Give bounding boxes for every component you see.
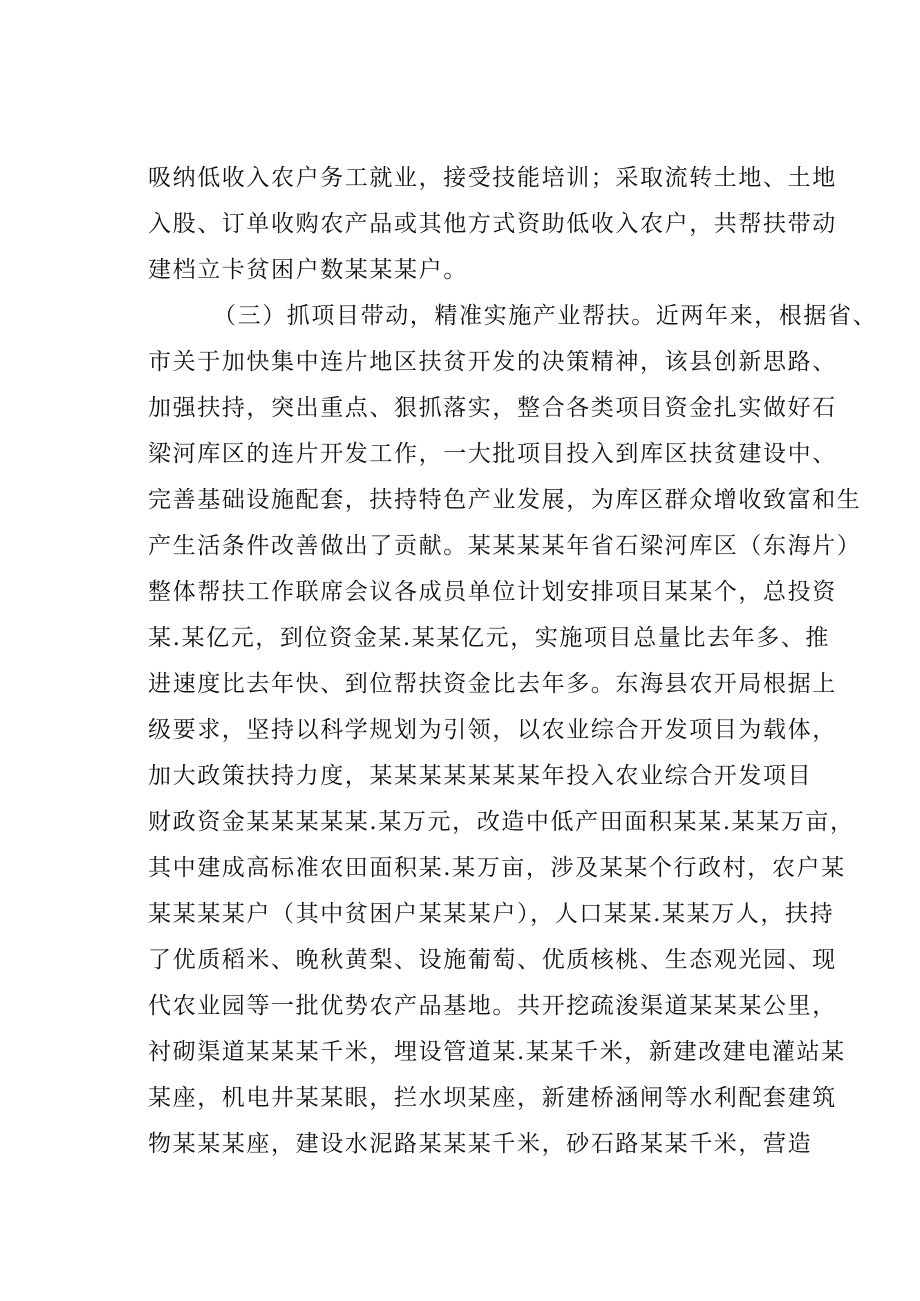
text-line-8: 完善基础设施配套，扶持特色产业发展，为库区群众增收致富和生 [148, 487, 862, 513]
text-line-22: 物某某某座，建设水泥路某某某千米，砂石路某某千米，营造 [148, 1131, 813, 1157]
text-line-3: 建档立卡贫困户数某某某户。 [148, 257, 468, 283]
text-line-1: 吸纳低收入农户务工就业，接受技能培训；采取流转土地、土地 [148, 165, 837, 191]
text-line-15: 财政资金某某某某某.某万元，改造中低产田面积某某.某某万亩， [148, 809, 855, 835]
text-line-6: 加强扶持，突出重点、狠抓落实，整合各类项目资金扎实做好石 [148, 395, 837, 421]
text-line-20: 衬砌渠道某某某千米，埋设管道某.某某千米，新建改建电灌站某 [148, 1039, 846, 1065]
text-line-21: 某座，机电井某某眼，拦水坝某座，新建桥涵闸等水利配套建筑 [148, 1085, 837, 1111]
text-line-18: 了优质稻米、晚秋黄梨、设施葡萄、优质核桃、生态观光园、现 [148, 947, 837, 973]
text-line-4: （三）抓项目带动，精准实施产业帮扶。近两年来，根据省、 [213, 303, 878, 329]
text-line-12: 进速度比去年快、到位帮扶资金比去年多。东海县农开局根据上 [148, 671, 837, 697]
text-line-19: 代农业园等一批优势农产品基地。共开挖疏浚渠道某某某公里， [148, 993, 837, 1019]
text-line-11: 某.某亿元，到位资金某.某某亿元，实施项目总量比去年多、推 [148, 625, 831, 651]
text-line-2: 入股、订单收购农产品或其他方式资助低收入农户，共帮扶带动 [148, 211, 837, 237]
text-line-14: 加大政策扶持力度，某某某某某某某年投入农业综合开发项目 [148, 763, 813, 789]
text-line-7: 梁河库区的连片开发工作，一大批项目投入到库区扶贫建设中、 [148, 441, 837, 467]
text-line-17: 某某某某户（其中贫困户某某某户），人口某某.某某万人，扶持 [148, 901, 835, 927]
text-line-5: 市关于加快集中连片地区扶贫开发的决策精神，该县创新思路、 [148, 349, 837, 375]
text-line-16: 其中建成高标准农田面积某.某万亩，涉及某某个行政村，农户某 [148, 855, 846, 881]
text-line-9: 产生活条件改善做出了贡献。某某某某年省石梁河库区（东海片） [148, 533, 862, 559]
text-line-10: 整体帮扶工作联席会议各成员单位计划安排项目某某个，总投资 [148, 579, 837, 605]
text-line-13: 级要求，坚持以科学规划为引领，以农业综合开发项目为载体， [148, 717, 837, 743]
